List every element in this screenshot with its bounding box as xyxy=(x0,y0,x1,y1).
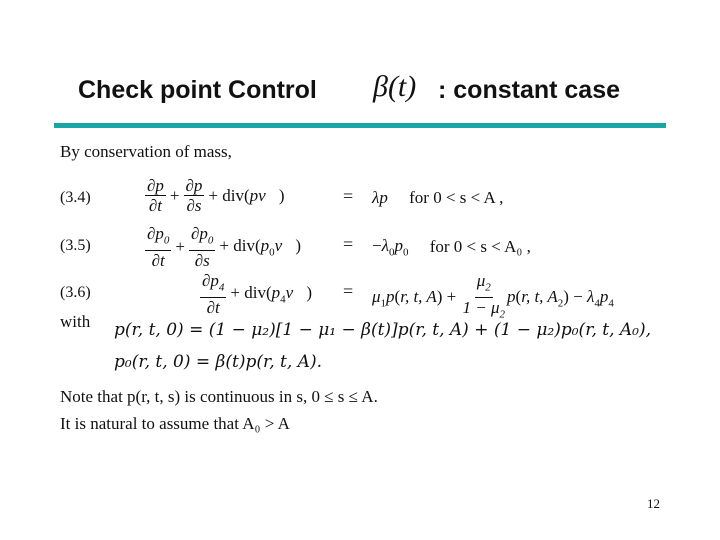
equation-3-5-condition: for 0 < s < A₀ , xyxy=(429,237,531,257)
equation-3-6-rhs: $\mu_1p(r$, t, A) + $\frac{\mu_2}{1 - \mu_2}$ p(r, t, $A_2) - \lambda_4p_4$ xyxy=(372,271,614,321)
boundary-equation-2: p₀(r, t, 0) = β(t)p(r, t, A). xyxy=(114,352,322,372)
title-divider xyxy=(54,123,666,128)
title-text: Check point Control xyxy=(78,76,317,104)
equation-3-5-lhs: $\frac{\partial p_0}{\partial t}$ + $\frac{\partial p_0}{\partial s}$ + $div(p_0v⃗)$ xyxy=(147,224,302,271)
equation-number-3-4: (3.4) xyxy=(60,189,91,206)
equation-3-4-lhs: $\frac{\partial p}{\partial t}$ + $\frac{\partial p}{\partial s}$ + div(pv⃗) xyxy=(147,176,285,215)
equation-3-4-equals: = xyxy=(343,186,354,206)
note-assumption: It is natural to assume that A₀ > A xyxy=(60,414,290,433)
equation-3-5-equals: = xyxy=(343,234,354,254)
with-label: with xyxy=(60,312,91,331)
equation-3-6-lhs: $\frac{\partial p_4}{\partial t}$ + $div(p_4v⃗)$ xyxy=(202,271,313,318)
slide-title xyxy=(78,70,678,110)
equation-3-6-equals: = xyxy=(343,281,354,301)
equation-3-4-condition: for 0 < s < A , xyxy=(409,188,504,207)
title-beta-symbol: β(t) xyxy=(373,70,417,103)
boundary-equation-1: p(r, t, 0) = (1 − μ₂)[1 − μ₁ − β(t)]p(r, t, A) + (1 − μ₂)p₀(r, t, A₀), xyxy=(114,320,652,340)
equation-3-5-rhs: $-\lambda_0p_0$ for 0 < s < A₀ , xyxy=(372,236,531,259)
note-continuity: Note that p(r, t, s) is continuous in s, 0 ≤ s ≤ A. xyxy=(60,387,378,406)
equation-3-4-rhs: λp for 0 < s < A , xyxy=(372,188,504,207)
equation-number-3-5: (3.5) xyxy=(60,237,91,254)
equation-number-3-6: (3.6) xyxy=(60,284,91,301)
page-number: 12 xyxy=(647,496,660,511)
title-suffix: : constant case xyxy=(438,76,621,104)
intro-text: By conservation of mass, xyxy=(60,142,232,161)
